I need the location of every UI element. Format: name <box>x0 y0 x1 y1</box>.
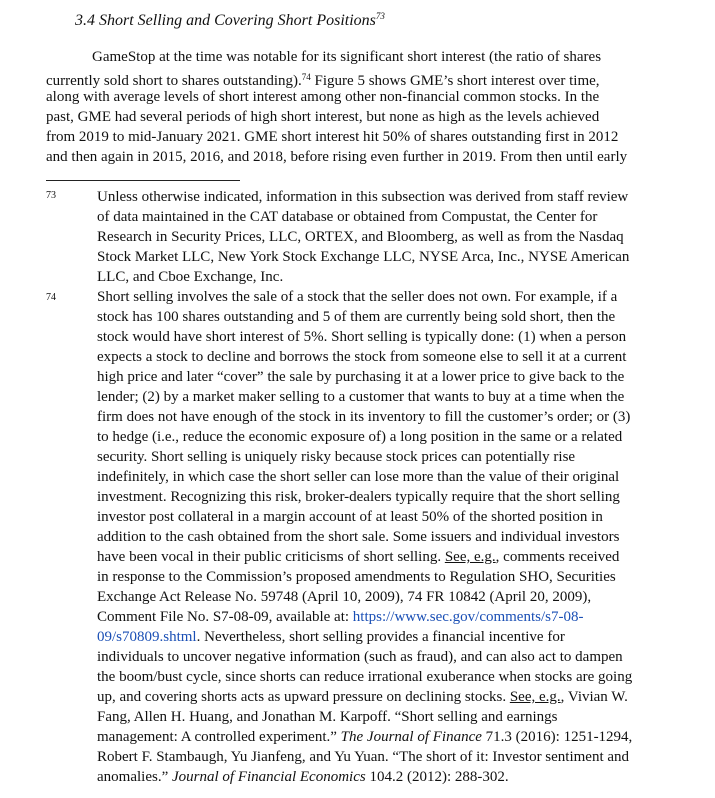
sec-comments-link[interactable]: https://www.sec.gov/comments/s7-08- <box>352 609 584 625</box>
footnote-text: , comments received <box>495 549 620 565</box>
footnote-number-74: 74 <box>46 292 56 303</box>
section-heading <box>75 6 385 31</box>
footnote-line: addition to the cash obtained from the short sale. Some issuers and individual investors <box>97 529 620 545</box>
body-line: and then again in 2015, 2016, and 2018, before rising even further in 2019. From then until early <box>46 149 628 165</box>
footnote-text: 71.3 (2016): 1251-1294, <box>481 729 633 745</box>
footnote-line: lender; (2) by a market maker selling to a customer that wants to buy at a time when the <box>97 389 625 405</box>
footnote-line <box>97 627 687 647</box>
footnote-line: Stock Market LLC, New York Stock Exchange LLC, NYSE Arca, Inc., NYSE American <box>97 249 630 265</box>
footnote-line: Robert F. Stambaugh, Yu Jianfeng, and Yu Yuan. “The short of it: Investor sentiment and <box>97 749 630 765</box>
body-line-text: Figure 5 shows GME’s short interest over time, <box>310 73 600 89</box>
footnote-line: investor post collateral in a margin account of at least 50% of the shorted position in <box>97 509 603 525</box>
footnote-text: , Vivian W. <box>560 689 628 705</box>
section-heading-text: 3.4 Short Selling and Covering Short Positions <box>75 12 376 29</box>
footnote-line: Short selling involves the sale of a stock that the seller does not own. For example, if a <box>97 289 618 305</box>
footnote-line: Fang, Allen H. Huang, and Jonathan M. Karpoff. “Short selling and earnings <box>97 709 558 725</box>
footnote-line: in response to the Commission’s proposed amendments to Regulation SHO, Securities <box>97 569 616 585</box>
body-line: along with average levels of short interest among other non-financial common stocks. In the <box>46 89 600 105</box>
footnote-line: high price and later “cover” the sale by purchasing it at a lower price to give back to the <box>97 369 625 385</box>
footnote-line <box>97 547 687 567</box>
footnote-line: to hedge (i.e., reduce the economic exposure of) a long position in the same or a related <box>97 429 623 445</box>
footnote-line: Exchange Act Release No. 59748 (April 10, 2009), 74 FR 10842 (April 20, 2009), <box>97 589 592 605</box>
footnote-line: stock would have short interest of 5%. Short selling is typically done: (1) when a person <box>97 329 627 345</box>
footnote-line <box>97 607 687 627</box>
footnote-text: . Nevertheless, short selling provides a financial incentive for <box>196 629 565 645</box>
footnote-line: stock has 100 shares outstanding and 5 of them are currently being sold short, then the <box>97 309 616 325</box>
footnote-line: individuals to uncover negative information (such as fraud), and can also act to dampen <box>97 649 623 665</box>
body-line <box>46 67 664 87</box>
footnote-line: indefinitely, in which case the short seller can lose more than the value of their original <box>97 469 620 485</box>
footnote-73 <box>97 187 687 287</box>
see-eg-citation-signal: See, e.g. <box>509 689 561 705</box>
footnote-line: the boom/bust cycle, since shorts can reduce irrational exuberance when stocks are going <box>97 669 633 685</box>
body-line: GameStop at the time was notable for its significant short interest (the ratio of shares <box>92 49 602 65</box>
footnote-line <box>97 767 687 787</box>
footnote-number-73: 73 <box>46 190 56 201</box>
footnote-line: investment. Recognizing this risk, broker-dealers typically require that the short selling <box>97 489 620 505</box>
journal-title: The Journal of Finance <box>340 729 482 745</box>
footnote-text: have been vocal in their public criticisms of short selling. <box>97 549 445 565</box>
footnote-separator <box>46 180 240 181</box>
footnote-line: LLC, and Cboe Exchange, Inc. <box>97 269 284 285</box>
body-line: from 2019 to mid-January 2021. GME short interest hit 50% of shares outstanding first in 2012 <box>46 129 619 145</box>
journal-title: Journal of Financial Economics <box>171 769 366 785</box>
body-line-text: currently sold short to shares outstanding). <box>46 73 302 89</box>
footnote-text: management: A controlled experiment.” <box>97 729 341 745</box>
body-line: past, GME had several periods of high short interest, but none as high as the levels achieved <box>46 109 600 125</box>
footnote-74 <box>97 287 687 787</box>
footnote-line: firm does not have enough of the stock in its inventory to fill the customer’s order; or (3) <box>97 409 631 425</box>
footnote-line: Unless otherwise indicated, information in this subsection was derived from staff review <box>97 189 629 205</box>
footnote-line: security. Short selling is uniquely risky because stock prices can potentially rise <box>97 449 576 465</box>
footnote-ref-73[interactable]: 73 <box>375 11 385 21</box>
body-paragraph <box>46 47 664 167</box>
footnote-text: up, and covering shorts acts as upward pressure on declining stocks. <box>97 689 510 705</box>
footnote-text: Comment File No. S7-08-09, available at: <box>97 609 353 625</box>
see-eg-citation-signal: See, e.g. <box>444 549 496 565</box>
footnote-text: anomalies.” <box>97 769 172 785</box>
footnote-ref-74[interactable]: 74 <box>301 72 311 82</box>
footnote-line <box>97 687 687 707</box>
footnote-line: expects a stock to decline and borrows the stock from someone else to sell it at a current <box>97 349 627 365</box>
footnote-line: of data maintained in the CAT database or obtained from Compustat, the Center for <box>97 209 598 225</box>
sec-comments-link-continued[interactable]: 09/s70809.shtml <box>97 629 197 645</box>
footnote-line <box>97 727 687 747</box>
footnote-line: Research in Security Prices, LLC, ORTEX, and Bloomberg, as well as from the Nasdaq <box>97 229 624 245</box>
footnote-text: 104.2 (2012): 288-302. <box>365 769 509 785</box>
